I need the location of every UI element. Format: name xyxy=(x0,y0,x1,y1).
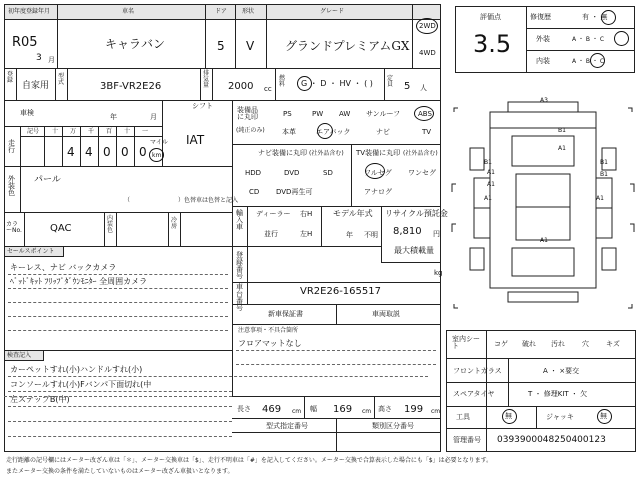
color-no-label: カラーNo. xyxy=(6,221,22,234)
capacity: 5 xyxy=(404,81,411,92)
navi-hdd: HDD xyxy=(245,169,262,177)
equip-navi: ナビ xyxy=(376,128,390,136)
damage-mark: B1 xyxy=(600,159,608,166)
tv-fullseg: フルセグ xyxy=(364,169,392,177)
month-unit: 月 xyxy=(48,56,55,64)
height: 199 xyxy=(404,404,424,415)
mileage-digit: 0 xyxy=(121,145,129,159)
notes-text: フロアマットなし xyxy=(238,339,302,348)
equip-pw: PW xyxy=(312,110,324,118)
digit-label-sen: 千 xyxy=(88,128,95,135)
exterior-c-circle xyxy=(614,31,629,46)
checker-line: カーペットすれ(小)ハンドルすれ(小) xyxy=(10,365,143,374)
grade-label: グレード xyxy=(320,8,345,15)
interior-color-label: 内装色 xyxy=(107,215,114,234)
length-label: 長さ xyxy=(237,405,251,413)
car-name-label: 車名 xyxy=(122,8,135,15)
equipment-label: 装備品に丸印 xyxy=(237,106,258,121)
doors: 5 xyxy=(217,39,225,53)
mileage-digit: 4 xyxy=(85,145,93,159)
footer-note: 走行距離の記号欄にはメーター改ざん車は「＊」、メーター交換車は「$」、走行不明車は「#」を記入してください。メーター交換で合算表示した場合にも「$」は必要となります。 xyxy=(6,457,493,464)
model-year-year: 年 xyxy=(346,231,353,239)
cc-unit: cc xyxy=(264,85,272,93)
inspection-label: 車検 xyxy=(20,109,34,117)
car-diagram xyxy=(450,88,636,328)
seat-burn: コゲ xyxy=(494,340,508,348)
navi-cd: CD xyxy=(249,188,260,196)
seat-scratch: キズ xyxy=(606,340,620,348)
damage-mark: B1 xyxy=(600,171,608,178)
damage-mark: A1 xyxy=(558,145,566,152)
notes-label: 注意事項・不具合箇所 xyxy=(238,327,299,334)
sales-point-label: セールスポイント xyxy=(7,248,55,255)
digit-label-hyaku: 百 xyxy=(106,128,113,135)
height-label: 高さ xyxy=(378,405,392,413)
score-value: 3.5 xyxy=(473,30,512,58)
drive-2wd: 2WD xyxy=(419,22,436,30)
inspection-month: 月 xyxy=(150,113,157,121)
exterior-label: 外装色 xyxy=(8,175,15,197)
recycle-label: リサイクル預託金 xyxy=(385,209,448,218)
drive-4wd: 4WD xyxy=(419,49,436,57)
length-unit: cm xyxy=(292,408,302,415)
damage-mark: A1 xyxy=(487,181,495,188)
shift-value: IAT xyxy=(186,133,205,147)
class-label: 類別区分番号 xyxy=(372,422,414,430)
checker-label: 検査記入 xyxy=(7,352,32,359)
equipment-sub: (純正のみ) xyxy=(236,127,265,134)
seat-tear: 破れ xyxy=(522,340,536,348)
equip-aw: AW xyxy=(339,110,351,118)
seat-label: 室内シート xyxy=(452,335,480,350)
tv-analog: アナログ xyxy=(364,188,392,196)
model-year-label: モデル年式 xyxy=(333,209,373,218)
color-no: QAC xyxy=(50,223,72,234)
navi-sd: SD xyxy=(323,169,333,177)
mileage-digit: 0 xyxy=(139,145,147,159)
tv-sub: (社外品含む) xyxy=(403,150,438,157)
damage-mark: A1 xyxy=(596,195,604,202)
paint-note: （ ）色替車は色替と記入 xyxy=(124,197,239,204)
equip-sunroof: サンルーフ xyxy=(366,110,401,118)
mileage-sym-label: 記号 xyxy=(27,128,40,135)
door-label: ドア xyxy=(215,8,227,15)
grade: グランドプレミアムGX xyxy=(285,39,410,53)
first-reg-label: 初年度登録年月 xyxy=(8,8,51,15)
equip-tv: TV xyxy=(422,128,432,136)
import-label: 輸入車 xyxy=(236,209,243,231)
import-dealer: ディーラー xyxy=(256,210,291,218)
damage-mark: B1 xyxy=(484,159,492,166)
spare-options: T ・ 修理KIT ・ 欠 xyxy=(528,390,588,398)
fuel-label: 燃料 xyxy=(279,75,286,88)
mileage-label: 走行 xyxy=(8,139,15,154)
sales-point-line: キーレス、ナビ バックカメラ xyxy=(10,263,117,272)
width-label: 幅 xyxy=(310,405,317,413)
exterior-grade-label: 外装 xyxy=(536,35,550,43)
mile-unit: マイル xyxy=(150,139,168,146)
body-form: V xyxy=(246,39,255,53)
digit-label-man: 万 xyxy=(70,128,77,135)
recycle-amount: 8,810 xyxy=(393,226,422,237)
model-label: 型式 xyxy=(58,73,65,86)
jack-value: 無 xyxy=(600,412,607,420)
model-code: 3BF-VR2E26 xyxy=(100,81,162,92)
tools-value: 無 xyxy=(505,412,512,420)
navi-dvd: DVD xyxy=(284,169,300,177)
capacity-label: 定員 xyxy=(387,75,394,88)
import-right: 右H xyxy=(300,210,313,218)
mileage-digit: 4 xyxy=(67,145,75,159)
digit-label-10man: 十 xyxy=(52,128,59,135)
first-reg-month: 3 xyxy=(36,53,42,63)
manual-label: 車両取説 xyxy=(372,310,400,318)
disp-label: 排気量 xyxy=(203,70,210,89)
jack-label: ジャッキ xyxy=(546,413,574,421)
damage-mark: A1 xyxy=(540,237,548,244)
capacity-unit: 人 xyxy=(420,84,427,92)
score-label: 評価点 xyxy=(480,13,501,21)
recycle-unit: 円 xyxy=(433,230,440,238)
warranty-label: 新車保証書 xyxy=(268,310,303,318)
front-glass-label: フロントガラス xyxy=(453,367,502,375)
checker-line: コンソールすれ(小)Fバンパ下面切れ(中 xyxy=(10,380,152,389)
cooler-label: 冷房 xyxy=(171,217,178,230)
import-parallel: 並行 xyxy=(264,230,278,238)
mgmt-number: 0393900048250400123 xyxy=(497,435,606,445)
use-type: 自家用 xyxy=(22,81,50,91)
sales-point-line: ﾍﾞｯﾄﾞｷｯﾄ ﾌﾘｯﾌﾟﾀﾞｳﾝﾓﾆﾀｰ 全周囲カメラ xyxy=(10,277,148,286)
equip-ps: PS xyxy=(283,110,292,118)
shift-label: シフト xyxy=(192,102,213,110)
interior-grade-options: A ・ B ・ C xyxy=(572,58,605,65)
reg-label: 登録 xyxy=(7,71,14,84)
fuel-options: G ・ D ・ HV ・ ( ) xyxy=(301,79,373,88)
interior-grade-label: 内装 xyxy=(536,57,550,65)
displacement: 2000 xyxy=(228,81,254,92)
equip-leather: 本革 xyxy=(282,128,296,136)
width: 169 xyxy=(333,404,353,415)
digit-label-juu: 十 xyxy=(124,128,131,135)
damage-mark: A3 xyxy=(540,97,548,104)
width-unit: cm xyxy=(362,408,372,415)
km-unit: km xyxy=(152,152,162,159)
type-spec-label: 型式指定番号 xyxy=(266,422,308,430)
form-label: 形状 xyxy=(242,8,255,15)
equip-abs: ABS xyxy=(418,110,432,118)
max-load-label: 最大積載量 xyxy=(394,246,434,255)
car-name: キャラバン xyxy=(105,37,166,51)
mileage-digit: 0 xyxy=(103,145,111,159)
footer-note: またメーター交換の条件を満たしていないものはメーター改ざん車扱いとなります。 xyxy=(6,468,234,475)
reg-number-label: 登録番号 xyxy=(236,251,243,280)
damage-mark: A1 xyxy=(487,169,495,176)
inspection-year: 年 xyxy=(110,113,117,121)
spare-label: スペアタイヤ xyxy=(453,390,495,398)
model-year-unknown: 不明 xyxy=(364,231,378,239)
exterior-color: パール xyxy=(34,175,61,185)
equip-airbag: エアバック xyxy=(316,128,351,136)
navi-dvd-play: DVD再生可 xyxy=(276,188,313,196)
repair-label: 修復歴 xyxy=(530,13,551,21)
front-glass-options: A ・ ×要交 xyxy=(543,367,580,375)
checker-line: 左ステップB(中) xyxy=(10,395,70,404)
exterior-grade-options: A ・ B ・ C xyxy=(572,36,605,43)
length: 469 xyxy=(262,404,282,415)
seat-hole: 穴 xyxy=(582,340,589,348)
damage-mark: A1 xyxy=(484,195,492,202)
chassis-number: VR2E26-165517 xyxy=(300,286,381,297)
navi-sub: (社外品含む) xyxy=(309,150,344,157)
damage-mark: B1 xyxy=(558,127,566,134)
digit-label-ichi: 一 xyxy=(142,128,149,135)
tools-label: 工具 xyxy=(456,413,470,421)
first-reg-year: R05 xyxy=(12,35,38,50)
tv-label: TV装備に丸印 xyxy=(356,149,401,157)
max-load-unit: kg xyxy=(434,269,443,277)
mgmt-label: 管理番号 xyxy=(453,436,481,444)
seat-dirt: 汚れ xyxy=(551,340,565,348)
height-unit: cm xyxy=(431,408,441,415)
chassis-label: 車台番号 xyxy=(236,283,243,312)
import-left: 左H xyxy=(300,230,313,238)
repair-options: 有 ・ 無 xyxy=(582,13,608,21)
tv-oneseg: ワンセグ xyxy=(408,169,436,177)
navi-label: ナビ装備に丸印 xyxy=(258,149,307,157)
